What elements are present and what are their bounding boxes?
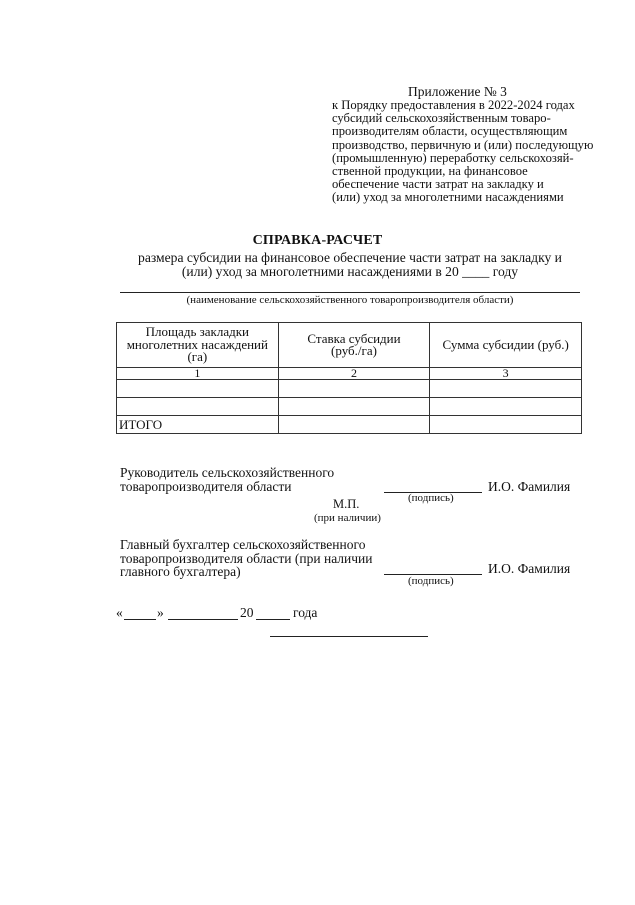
- date-open-quote: «: [116, 605, 123, 620]
- document-subtitle: [100, 251, 600, 279]
- appendix-text: [332, 99, 592, 205]
- table-cell[interactable]: [117, 380, 279, 398]
- appendix-line: субсидий сельскохозяйственным товаро-: [332, 111, 551, 126]
- column-number: 1: [117, 368, 279, 380]
- accountant-name: И.О. Фамилия: [488, 561, 571, 576]
- table-row: [117, 380, 582, 398]
- table-row: [117, 398, 582, 416]
- table-cell[interactable]: [278, 380, 430, 398]
- date-year-prefix: 20: [240, 605, 254, 620]
- subtitle-line-2: (или) уход за многолетними насаждениями в 20 ____ году: [181, 264, 519, 279]
- producer-name-line: [120, 292, 580, 293]
- date-year-line[interactable]: [256, 619, 290, 620]
- document-title: СПРАВКА-РАСЧЕТ: [252, 233, 383, 248]
- date-close-quote: »: [157, 605, 164, 620]
- date-month-line[interactable]: [168, 619, 238, 620]
- column-number-row: [117, 368, 582, 380]
- table-cell[interactable]: [430, 416, 582, 434]
- column-number: 2: [278, 368, 430, 380]
- header-rate: Ставка субсидии (руб./га): [278, 323, 430, 368]
- bottom-line: [270, 636, 428, 637]
- head-name: И.О. Фамилия: [488, 479, 571, 494]
- column-number: 3: [430, 368, 582, 380]
- appendix-line: (или) уход за многолетними насаждениями: [332, 190, 564, 205]
- table-cell[interactable]: [278, 416, 430, 434]
- appendix-line: производителям области, осуществляющим: [332, 124, 568, 139]
- stamp-label: М.П.: [333, 497, 360, 511]
- header-area: Площадь закладки многолетних насаждений (га): [117, 323, 279, 368]
- appendix-title: Приложение № 3: [408, 84, 507, 99]
- subtitle-line-1: размера субсидии на финансовое обеспечение части затрат на закладку и: [138, 250, 562, 265]
- table-total-row: [117, 416, 582, 434]
- table-cell[interactable]: [430, 398, 582, 416]
- table-header-row: [117, 323, 582, 368]
- appendix-line: ственной продукции, на финансовое: [332, 164, 528, 179]
- head-signature-caption: (подпись): [408, 492, 454, 504]
- table-cell[interactable]: [430, 380, 582, 398]
- subsidy-table: [116, 322, 582, 434]
- accountant-title: Главный бухгалтер сельскохозяйственного товаропроизводителя области (при наличии главного бухгалтера): [120, 537, 373, 579]
- accountant-signature-caption: (подпись): [408, 575, 454, 587]
- date-day-line[interactable]: [124, 619, 156, 620]
- date-year-suffix: года: [293, 605, 318, 620]
- appendix-line: обеспечение части затрат на закладку и: [332, 177, 544, 192]
- producer-caption: (наименование сельскохозяйственного товаропроизводителя области): [186, 294, 514, 306]
- appendix-line: производство, первичную и (или) последующую: [332, 137, 594, 152]
- appendix-line: к Порядку предоставления в 2022-2024 годах: [332, 98, 575, 112]
- header-amount: Сумма субсидии (руб.): [430, 323, 582, 368]
- stamp-note: (при наличии): [314, 512, 381, 524]
- table-cell[interactable]: [278, 398, 430, 416]
- appendix-line: (промышленную) переработку сельскохозяй-: [332, 150, 574, 165]
- table-cell[interactable]: [117, 398, 279, 416]
- head-title: Руководитель сельскохозяйственного товаропроизводителя области: [120, 465, 335, 494]
- total-label: ИТОГО: [117, 416, 279, 434]
